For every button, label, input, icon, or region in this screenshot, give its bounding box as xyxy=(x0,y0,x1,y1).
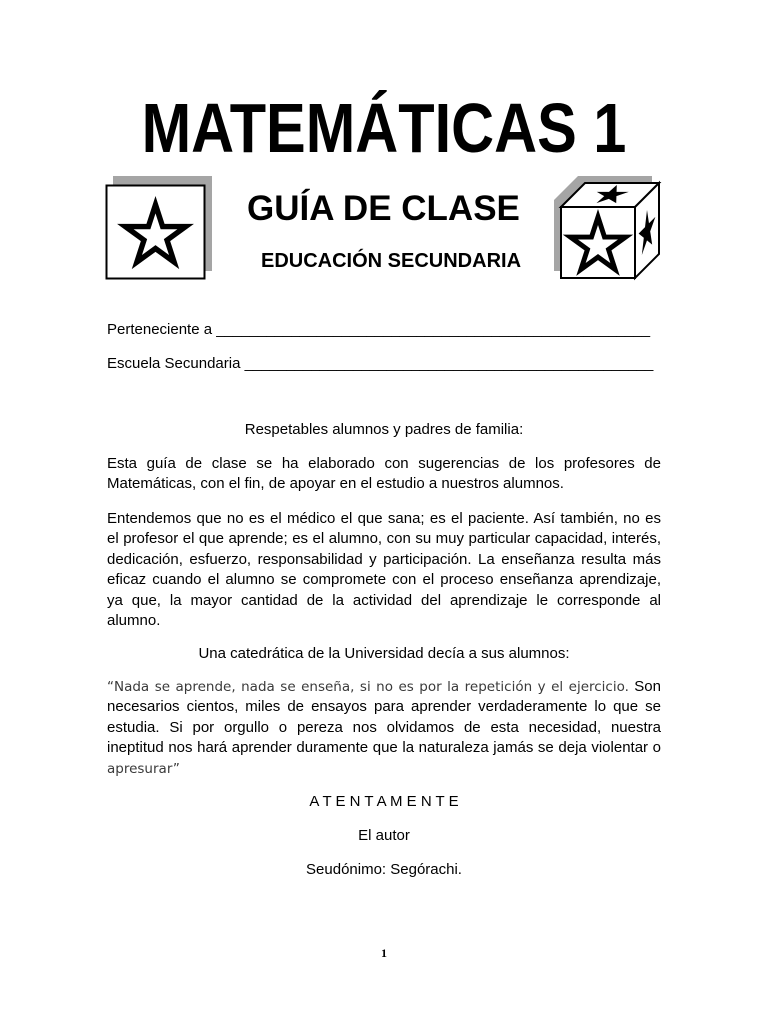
quote-line xyxy=(107,677,661,698)
paragraph-line: Esta guía de clase se ha elaborado con sugerencias de los profesores de xyxy=(107,454,661,472)
paragraph-learning xyxy=(107,509,661,632)
quote-paragraph xyxy=(107,677,661,780)
paragraph-line: Matemáticas, con el fin, de apoyar en el estudio a nuestros alumnos. xyxy=(107,475,564,492)
quote-line: necesarios cientos, miles de ensayos para aprender verdaderamente lo que se xyxy=(107,698,661,715)
quote-line: estudia. Si por orgullo o pereza nos olvidamos de esta necesidad, nuestra xyxy=(107,718,661,736)
quoted-ending: apresurar” xyxy=(107,760,180,777)
paragraph-line: ya que, la mayor cantidad de la actividad del aprendizaje le corresponde al xyxy=(107,591,661,609)
star-box-icon xyxy=(100,170,220,285)
paragraph-line: Entendemos que no es el médico el que sana; es el paciente. Así también, no es xyxy=(107,509,661,527)
quote-line: ineptitud nos hará aprender duramente que la naturaleza jamás se deja violentar o xyxy=(107,739,661,756)
closing-salutation: A T E N T A M E N T E xyxy=(309,792,459,810)
field-blank-line: _________________________________________________ xyxy=(244,355,654,372)
paragraph-line: alumno. xyxy=(107,612,161,629)
quote-intro: Una catedrática de la Universidad decía a sus alumnos: xyxy=(198,644,570,662)
paragraph-line: dedicación, esfuerzo, responsabilidad y participación. La enseñanza resulta más xyxy=(107,550,661,568)
quoted-sentence: “Nada se aprende, nada se enseña, si no es por la repetición y el ejercicio. xyxy=(107,678,629,695)
paragraph-line: eficaz cuando el alumno se compromete con el proceso enseñanza aprendizaje, xyxy=(107,571,661,588)
paragraph-line: el profesor el que aprende; es el alumno, con su muy particular capacidad, interés, xyxy=(107,530,661,547)
guide-subtitle: GUÍA DE CLASE xyxy=(247,189,520,228)
pseudonym-line: Seudónimo: Segórachi. xyxy=(306,860,462,878)
greeting: Respetables alumnos y padres de familia: xyxy=(244,420,524,438)
field-perteneciente xyxy=(107,320,650,341)
star-cube-icon xyxy=(545,168,665,283)
field-escuela-secundaria xyxy=(107,354,653,375)
paragraph-intro xyxy=(107,454,661,495)
education-level: EDUCACIÓN SECUNDARIA xyxy=(261,250,522,272)
page-number: 1 xyxy=(381,946,387,960)
quote-line xyxy=(107,759,661,780)
field-label: Escuela Secundaria xyxy=(107,355,241,372)
quote-line-rest: Son xyxy=(634,677,661,695)
page-title: MATEMÁTICAS 1 xyxy=(141,89,627,167)
field-blank-line: ____________________________________________________ xyxy=(216,321,651,338)
author-line: El autor xyxy=(358,826,410,844)
field-label: Perteneciente a xyxy=(107,321,213,338)
